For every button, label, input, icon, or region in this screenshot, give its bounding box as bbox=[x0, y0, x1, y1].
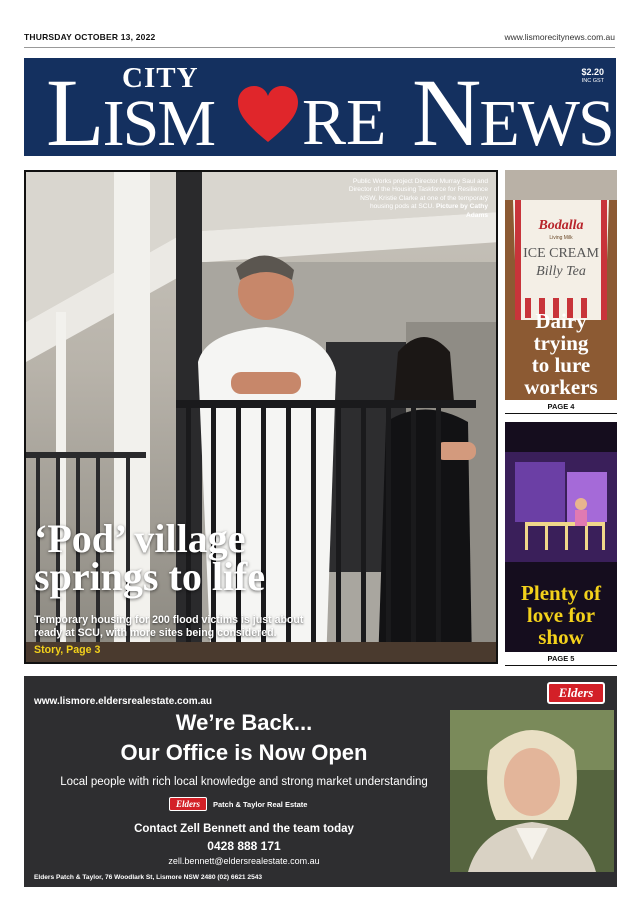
teaser-dairy-title-4: workers bbox=[524, 375, 598, 399]
elders-advert[interactable] bbox=[24, 676, 617, 887]
website-url[interactable]: www.lismorecitynews.com.au bbox=[504, 32, 615, 42]
advert-subline: Local people with rich local knowledge and strong market understanding bbox=[60, 776, 428, 788]
advert-brand bbox=[169, 797, 307, 811]
photo-credit: Picture by Cathy Adams bbox=[435, 203, 488, 219]
product-label-1: ICE CREAM bbox=[523, 246, 599, 261]
masthead bbox=[24, 58, 616, 156]
teaser-dairy-title-3: to lure bbox=[531, 353, 591, 377]
headline-line-1: ‘Pod’ village bbox=[34, 516, 246, 561]
teaser-show-page[interactable]: PAGE 5 bbox=[547, 654, 575, 663]
teaser-show[interactable] bbox=[505, 422, 617, 652]
masthead-lismore-initial: L bbox=[46, 59, 103, 156]
dateline-bar bbox=[24, 30, 615, 44]
main-story-photo[interactable] bbox=[24, 170, 498, 664]
advert-email[interactable]: zell.bennett@eldersrealestate.com.au bbox=[168, 856, 320, 866]
advert-url[interactable]: www.lismore.eldersrealestate.com.au bbox=[34, 696, 213, 707]
photo-caption bbox=[348, 178, 488, 220]
teaser-show-title-1: Plenty of bbox=[521, 581, 601, 605]
price-value: $2.20 bbox=[581, 67, 604, 77]
advert-headline-1: We’re Back... bbox=[175, 710, 313, 735]
teaser-show-title bbox=[505, 582, 617, 648]
brand-name: Patch & Taylor Real Estate bbox=[213, 799, 308, 809]
teaser-dairy-title-1: Dairy bbox=[535, 309, 587, 333]
price-note: INC GST bbox=[581, 78, 604, 84]
teaser-dairy-title-2: trying bbox=[533, 331, 589, 355]
masthead-lismore-end: RE bbox=[302, 86, 387, 156]
product-label-2: Billy Tea bbox=[536, 264, 586, 279]
teaser-show-title-3: show bbox=[538, 625, 584, 649]
teaser-divider-2 bbox=[505, 665, 617, 666]
masthead-news-rest: EWS bbox=[479, 87, 613, 156]
cover-price bbox=[581, 68, 604, 86]
teaser-show-title-2: love for bbox=[526, 603, 596, 627]
teaser-dairy-page[interactable]: PAGE 4 bbox=[547, 402, 575, 411]
issue-date: THURSDAY OCTOBER 13, 2022 bbox=[24, 32, 156, 42]
elders-logo: Elders bbox=[547, 682, 605, 704]
masthead-news-initial: N bbox=[412, 59, 480, 156]
teaser-divider bbox=[505, 413, 617, 414]
teaser-dairy[interactable] bbox=[505, 170, 617, 400]
top-divider bbox=[24, 47, 615, 48]
agent-portrait bbox=[450, 710, 614, 872]
masthead-city: CITY bbox=[122, 62, 199, 94]
elders-mini-logo: Elders bbox=[169, 797, 207, 811]
advert-headline-2: Our Office is Now Open bbox=[120, 740, 368, 765]
masthead-lismore bbox=[46, 58, 214, 156]
product-sub: Living Milk bbox=[549, 235, 573, 241]
main-headline[interactable] bbox=[34, 516, 266, 599]
masthead-lismore-rest: ISM bbox=[102, 87, 215, 156]
photo-caption-text: Public Works project Director Murray Saul and Director of the Housing Taskforce for Resilience NSW, Kristie Clarke at one of the temporary housing pods at SCU. bbox=[348, 178, 488, 211]
product-brand: Bodalla bbox=[538, 218, 584, 233]
heart-icon bbox=[236, 84, 300, 144]
headline-line-2: springs to life bbox=[34, 554, 266, 599]
advert-address: Elders Patch & Taylor, 76 Woodlark St, Lismore NSW 2480 (02) 6621 2543 bbox=[34, 874, 263, 881]
advert-contact: Contact Zell Bennett and the team today bbox=[134, 823, 354, 835]
advert-phone[interactable]: 0428 888 171 bbox=[207, 839, 281, 853]
teaser-dairy-title bbox=[505, 310, 617, 398]
main-standfirst: Temporary housing for 200 flood victims is just about ready at SCU, with more sites being considered. bbox=[34, 614, 304, 639]
agent-portrait-illustration bbox=[450, 710, 614, 872]
story-page-link[interactable]: Story, Page 3 bbox=[34, 644, 101, 656]
